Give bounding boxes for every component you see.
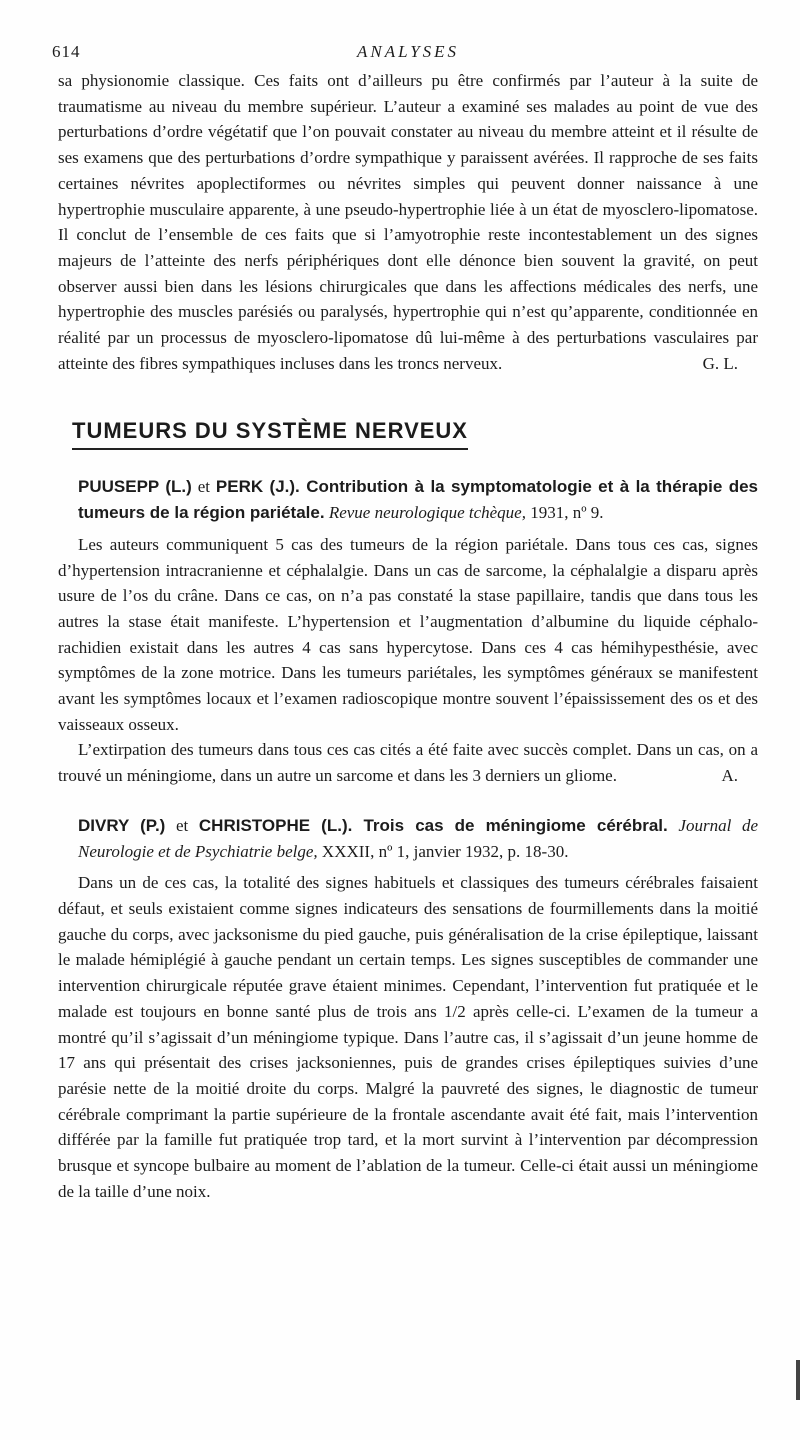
entry-authors: DIVRY (P.)	[78, 815, 166, 835]
entry-title: Trois cas de méningiome cérébral.	[352, 815, 668, 835]
review-signature: G. L.	[702, 353, 738, 373]
entry-body	[58, 870, 758, 1204]
entry-reference: 1931, nº 9.	[525, 503, 604, 523]
entry-authors-second: PERK (J.).	[215, 477, 300, 497]
entry-paragraph: Les auteurs communiquent 5 cas des tumeurs de la région pariétale. Dans tous ces cas, signes d’hypertension intracranienne et céphalalgie. Dans un cas de sarcome, la céphalalgie a disparu après usure de l’os du crâne. Dans ce cas, on n’a pas constaté la stase papillaire, tandis que dans tous les autres la stase était manifeste. L’hypertension et l’augmentation d’albumine du liquide céphalo-rachidien existait dans les autres 4 cas sans hypercytose. Dans ces 4 cas hémihypesthésie, avec symptômes de la zone motrice. Dans les tumeurs pariétales, les symptômes généraux se manifestent avant les symptômes locaux et l’examen radioscopique montre souvent l’épaississement des os et des vaisseaux osseux.	[58, 534, 758, 734]
entry-title: Contribution à la symptomatologie et à la thérapie des tumeurs de la région pariétale.	[78, 477, 758, 523]
running-head	[52, 42, 758, 68]
entry-authors: PUUSEPP (L.)	[78, 477, 192, 497]
entry-connector: et	[165, 815, 199, 835]
entry-paragraph: Dans un de ces cas, la totalité des signes habituels et classiques des tumeurs cérébrales faisaient défaut, et seuls existaient comme signes indicateurs des sensations de fourmillements dans la moitié gauche du corps, avec jacksonisme du pied gauche, puis généralisation de la crise épileptique, laissant le malade hémiplégié à gauche pendant un certain temps. Les signes susceptibles de commander une intervention chirurgicale réputée grave étaient minimes. Cependant, l’intervention fut pratiquée et le malade est toujours en bonne santé plus de trois ans 1/2 après celle-ci. L’examen de la tumeur a montré qu’il s’agissait d’un méningiome typique. Dans l’autre cas, il s’agissait d’un jeune homme de 17 ans qui présentait des crises jacksoniennes, puis de grandes crises épileptiques suivies d’une parésie nette de la moitié droite du corps. Malgré la pauvreté des signes, le diagnostic de tumeur cérébrale comprimant la partie supérieure de la frontale ascendante avait été fait, mais l’intervention différée par la famille fut pratiquée trop tard, et la mort survint à l’intervention par décompression brusque et syncope bulbaire au moment de l’ablation de la tumeur. Celle-ci était aussi un méningiome de la taille d’une noix.	[58, 873, 758, 1201]
entry-journal: Journal de Neurologie et de Psychiatrie belge,	[78, 815, 758, 861]
review-entry	[58, 813, 758, 1205]
entry-signature: A.	[721, 766, 738, 786]
entry-body	[58, 532, 758, 789]
journal-page	[52, 42, 758, 1204]
previous-review-text: sa physionomie classique. Ces faits ont d’ailleurs pu être confirmés par l’auteur à la suite de traumatisme au niveau du membre supérieur. L’auteur a examiné ses malades au point de vue des perturbations d’ordre végétatif que l’on pouvait constater au niveau du membre atteint et il résulte de ses examens que des perturbations d’ordre sympathique y paraissent avérées. Il rapproche de ses faits certaines névrites apoplectiformes ou névrites simples qui peuvent donner naissance à une hypertrophie musculaire apparente, à une pseudo-hypertrophie liée à un état de myosclero-lipomatose. Il conclut de l’ensemble de ces faits que si l’amyotrophie reste incontestablement un des signes majeurs de l’atteinte des nerfs périphériques dont elle dénonce bien souvent la gravité, on peut observer aussi bien dans les lésions chirurgicales que dans les affections médicales des nerfs, une hypertrophie des muscles parésiés ou paralysés, hypertrophie qui n’est qu’apparente, conditionnée en réalité par un processus de myosclero-lipomatose dû lui-même à des perturbations vasculaires par atteinte des fibres sympathiques incluses dans les troncs nerveux.	[58, 71, 758, 373]
entry-paragraph: L’extirpation des tumeurs dans tous ces cas cités a été faite avec succès complet. Dans un cas, on a trouvé un méningiome, dans un autre un sarcome et dans les 3 derniers un gliome.	[58, 740, 758, 786]
running-title: ANALYSES	[356, 42, 460, 61]
entry-citation	[58, 474, 758, 525]
entry-connector: et	[191, 477, 216, 497]
entry-journal: Revue neurologique tchèque,	[324, 503, 526, 523]
page-number: 614	[52, 42, 81, 61]
entry-citation	[58, 813, 758, 864]
entry-reference: XXXII, nº 1, janvier 1932, p. 18-30.	[317, 841, 569, 861]
section-heading: TUMEURS DU SYSTÈME NERVEUX	[72, 418, 468, 450]
scan-edge-mark	[796, 1360, 800, 1400]
review-entry	[58, 474, 758, 788]
previous-review	[58, 68, 758, 376]
entry-authors-second: CHRISTOPHE (L.).	[198, 815, 353, 835]
